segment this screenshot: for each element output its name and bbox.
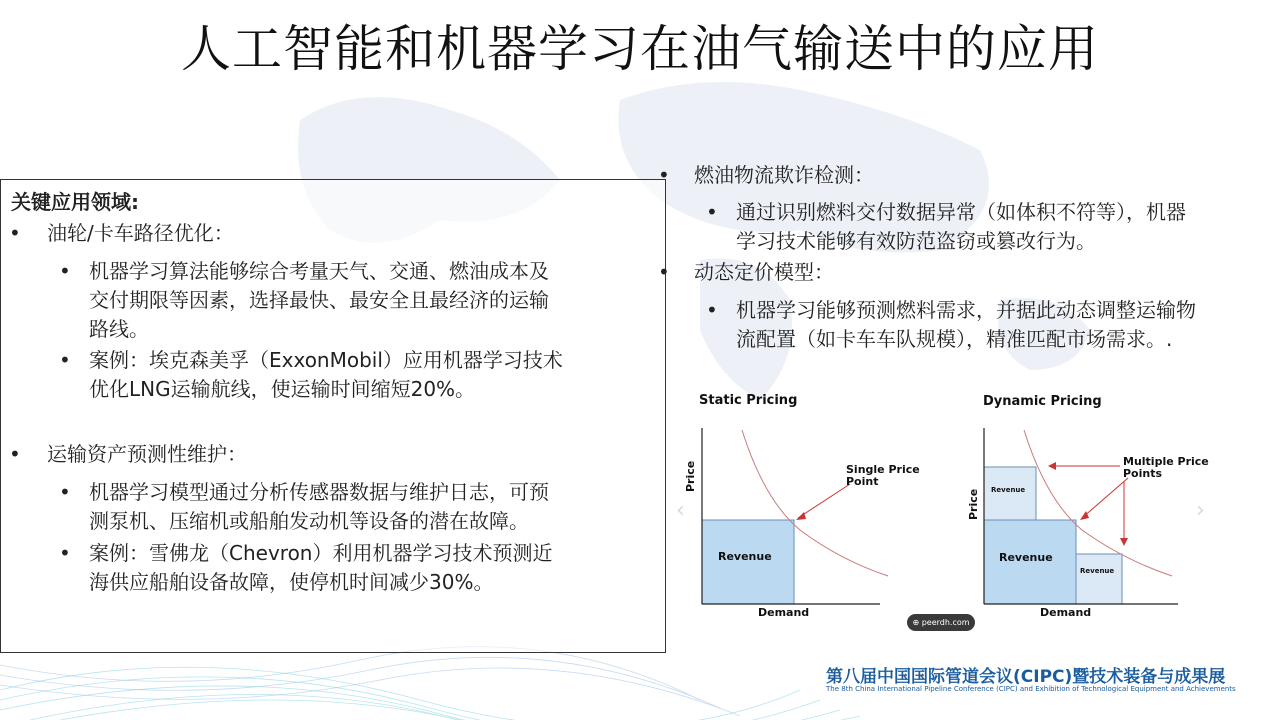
dynamic-revenue-tier-low bbox=[1076, 554, 1122, 604]
static-pricing-diagram bbox=[680, 420, 940, 620]
annotation-line: Point bbox=[846, 475, 879, 488]
dynamic-annotation-arrow-2 bbox=[1082, 478, 1128, 518]
conference-name-en: The 8th China International Pipeline Conference (CIPC) and Exhibition of Technological Equipment and Achievements bbox=[826, 685, 1236, 693]
bullet-line: 路线。 bbox=[89, 317, 149, 341]
static-revenue-label: Revenue bbox=[718, 550, 772, 563]
section-fraud-detection bbox=[658, 161, 874, 190]
section-predictive-maintenance bbox=[9, 440, 247, 469]
bullet-pricing-detail bbox=[706, 296, 1196, 354]
dynamic-revenue-main-label: Revenue bbox=[999, 551, 1053, 564]
section-title: 动态定价模型： bbox=[694, 260, 834, 284]
static-y-label: Price bbox=[684, 460, 697, 492]
static-annotation bbox=[846, 464, 920, 488]
bullet-line: 通过识别燃料交付数据异常（如体积不符等），机器 bbox=[736, 200, 1186, 224]
panel-heading: 关键应用领域: bbox=[11, 190, 139, 214]
dynamic-x-label: Demand bbox=[1040, 606, 1092, 619]
bullet-line: 机器学习模型通过分析传感器数据与维护日志，可预 bbox=[89, 480, 549, 504]
bullet-route-algorithm bbox=[59, 257, 549, 344]
annotation-line: Single Price bbox=[846, 463, 920, 476]
bullet-dot-icon: • bbox=[9, 442, 21, 466]
dynamic-pricing-title: Dynamic Pricing bbox=[983, 394, 1102, 409]
section-title: 运输资产预测性维护： bbox=[47, 442, 247, 466]
source-badge bbox=[907, 614, 975, 631]
bullet-fraud-detail bbox=[706, 198, 1186, 256]
slide-title: 人工智能和机器学习在油气输送中的应用 bbox=[181, 20, 1099, 78]
section-route-optimization bbox=[9, 219, 234, 248]
bullet-dot-icon: • bbox=[658, 260, 670, 284]
section-title: 油轮/卡车路径优化： bbox=[47, 221, 234, 245]
bullet-line: 机器学习能够预测燃料需求，并据此动态调整运输物 bbox=[736, 298, 1196, 322]
bullet-line: 优化LNG运输航线，使运输时间缩短20%。 bbox=[89, 377, 476, 401]
bullet-line: 案例：埃克森美孚（ExxonMobil）应用机器学习技术 bbox=[89, 348, 563, 372]
bullet-dot-icon: • bbox=[706, 200, 718, 224]
bullet-line: 交付期限等因素，选择最快、最安全且最经济的运输 bbox=[89, 288, 549, 312]
bullet-exxonmobil-case bbox=[59, 346, 563, 404]
bullet-dot-icon: • bbox=[706, 298, 718, 322]
bullet-chevron-case bbox=[59, 539, 553, 597]
bullet-dot-icon: • bbox=[59, 259, 71, 283]
annotation-line: Multiple Price bbox=[1123, 455, 1209, 468]
arrow-head-icon bbox=[1080, 511, 1089, 520]
bullet-dot-icon: • bbox=[59, 480, 71, 504]
bullet-dot-icon: • bbox=[59, 348, 71, 372]
annotation-line: Points bbox=[1123, 467, 1163, 480]
bullet-dot-icon: • bbox=[59, 541, 71, 565]
arrow-head-icon bbox=[1120, 538, 1128, 546]
dynamic-revenue-high-label: Revenue bbox=[991, 486, 1026, 494]
bullet-dot-icon: • bbox=[9, 221, 21, 245]
dynamic-pricing-diagram bbox=[964, 420, 1194, 620]
static-pricing-title: Static Pricing bbox=[699, 393, 798, 408]
bullet-line: 机器学习算法能够综合考量天气、交通、燃油成本及 bbox=[89, 259, 549, 283]
bullet-line: 案例：雪佛龙（Chevron）利用机器学习技术预测近 bbox=[89, 541, 553, 565]
dynamic-annotation bbox=[1123, 456, 1209, 480]
section-title: 燃油物流欺诈检测： bbox=[694, 163, 874, 187]
bullet-line: 测泵机、压缩机或船舶发动机等设备的潜在故障。 bbox=[89, 509, 529, 533]
globe-icon: ⊕ bbox=[912, 618, 920, 627]
source-text: peerdh.com bbox=[921, 618, 970, 627]
key-applications-panel bbox=[0, 179, 666, 653]
bullet-maintenance-model bbox=[59, 478, 549, 536]
bullet-line: 流配置（如卡车车队规模），精准匹配市场需求。. bbox=[736, 327, 1173, 351]
static-annotation-arrow bbox=[798, 484, 850, 518]
conference-name-cn: 第八届中国国际管道会议(CIPC)暨技术装备与成果展 bbox=[826, 667, 1226, 687]
chevron-left-icon: ‹ bbox=[676, 498, 685, 523]
chevron-right-icon: › bbox=[1196, 498, 1205, 523]
bullet-line: 学习技术能够有效防范盗窃或篡改行为。 bbox=[736, 229, 1096, 253]
dynamic-revenue-small-label: Revenue bbox=[1080, 567, 1115, 575]
section-dynamic-pricing bbox=[658, 258, 834, 287]
bullet-line: 海供应船舶设备故障，使停机时间减少30%。 bbox=[89, 570, 494, 594]
dynamic-y-label: Price bbox=[967, 488, 980, 520]
static-x-label: Demand bbox=[758, 606, 810, 619]
arrow-head-icon bbox=[1048, 462, 1056, 470]
bullet-dot-icon: • bbox=[658, 163, 670, 187]
